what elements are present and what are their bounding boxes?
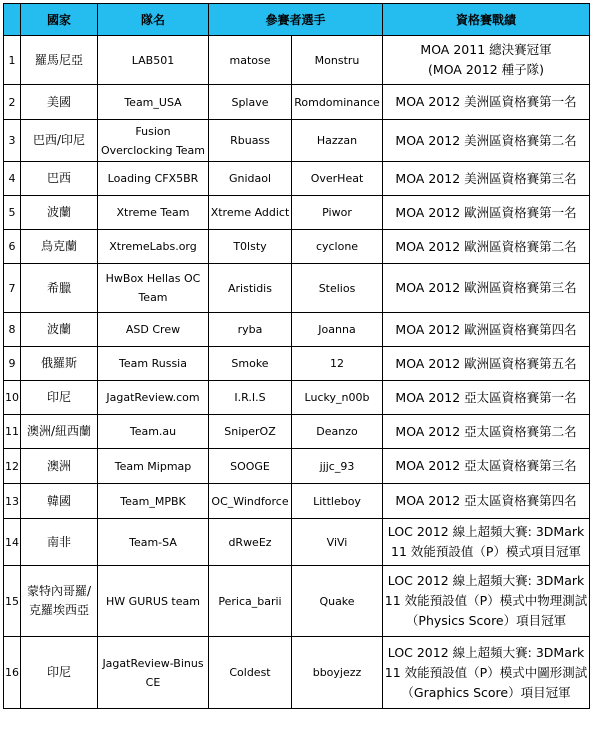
team-name-cell: Team.au xyxy=(98,415,209,449)
player-2-cell: Lucky_n00b xyxy=(292,381,383,415)
table-row xyxy=(4,347,590,381)
country-cell: 希臘 xyxy=(21,264,98,313)
table-row xyxy=(4,313,590,347)
player-2-cell: Romdominance xyxy=(292,85,383,120)
team-name-cell: ASD Crew xyxy=(98,313,209,347)
result-cell: MOA 2011 總決賽冠軍 (MOA 2012 種子隊) xyxy=(383,36,590,85)
player-1-cell: I.R.I.S xyxy=(209,381,292,415)
table-row xyxy=(4,85,590,120)
row-number: 12 xyxy=(4,449,21,484)
player-1-cell: Rbuass xyxy=(209,120,292,162)
team-name-cell: Team-SA xyxy=(98,519,209,566)
country-cell: 巴西/印尼 xyxy=(21,120,98,162)
player-2-cell: ViVi xyxy=(292,519,383,566)
table-row xyxy=(4,264,590,313)
player-1-cell: ryba xyxy=(209,313,292,347)
player-1-cell: Gnidaol xyxy=(209,162,292,196)
country-cell: 南非 xyxy=(21,519,98,566)
result-cell: MOA 2012 亞太區資格賽第三名 xyxy=(383,449,590,484)
player-1-cell: Aristidis xyxy=(209,264,292,313)
row-number: 11 xyxy=(4,415,21,449)
row-number: 14 xyxy=(4,519,21,566)
table-row xyxy=(4,449,590,484)
header-players: 參賽者選手 xyxy=(209,4,383,36)
player-2-cell: Stelios xyxy=(292,264,383,313)
team-name-cell: XtremeLabs.org xyxy=(98,230,209,264)
row-number: 15 xyxy=(4,566,21,637)
team-name-cell: LAB501 xyxy=(98,36,209,85)
result-cell: MOA 2012 歐洲區資格賽第二名 xyxy=(383,230,590,264)
player-1-cell: Splave xyxy=(209,85,292,120)
player-1-cell: Xtreme Addict xyxy=(209,196,292,230)
row-number: 6 xyxy=(4,230,21,264)
player-2-cell: Piwor xyxy=(292,196,383,230)
team-name-cell: Loading CFX5BR xyxy=(98,162,209,196)
result-cell: MOA 2012 美洲區資格賽第三名 xyxy=(383,162,590,196)
result-cell: LOC 2012 線上超頻大賽: 3DMark 11 效能預設值（P）模式項目冠軍 xyxy=(383,519,590,566)
header-country: 國家 xyxy=(21,4,98,36)
table-row xyxy=(4,381,590,415)
table-row xyxy=(4,519,590,566)
country-cell: 蒙特內哥羅/克羅埃西亞 xyxy=(21,566,98,637)
player-1-cell: dRweEz xyxy=(209,519,292,566)
row-number: 5 xyxy=(4,196,21,230)
player-2-cell: Joanna xyxy=(292,313,383,347)
result-cell: MOA 2012 亞太區資格賽第一名 xyxy=(383,381,590,415)
country-cell: 波蘭 xyxy=(21,313,98,347)
header-index xyxy=(4,4,21,36)
table-row xyxy=(4,484,590,519)
country-cell: 俄羅斯 xyxy=(21,347,98,381)
player-2-cell: cyclone xyxy=(292,230,383,264)
team-name-cell: Team Mipmap xyxy=(98,449,209,484)
row-number: 3 xyxy=(4,120,21,162)
result-cell: MOA 2012 亞太區資格賽第四名 xyxy=(383,484,590,519)
team-name-cell: Xtreme Team xyxy=(98,196,209,230)
country-cell: 韓國 xyxy=(21,484,98,519)
country-cell: 印尼 xyxy=(21,637,98,709)
country-cell: 美國 xyxy=(21,85,98,120)
row-number: 16 xyxy=(4,637,21,709)
result-cell: LOC 2012 線上超頻大賽: 3DMark 11 效能預設值（P）模式中圖形測試（Graphics Score）項目冠軍 xyxy=(383,637,590,709)
player-1-cell: SniperOZ xyxy=(209,415,292,449)
country-cell: 印尼 xyxy=(21,381,98,415)
table-row xyxy=(4,196,590,230)
table-row xyxy=(4,120,590,162)
player-1-cell: Coldest xyxy=(209,637,292,709)
team-name-cell: HW GURUS team xyxy=(98,566,209,637)
player-1-cell: Perica_barii xyxy=(209,566,292,637)
player-2-cell: Quake xyxy=(292,566,383,637)
country-cell: 巴西 xyxy=(21,162,98,196)
table-row xyxy=(4,162,590,196)
results-table-wrapper xyxy=(3,3,590,709)
row-number: 10 xyxy=(4,381,21,415)
row-number: 13 xyxy=(4,484,21,519)
row-number: 1 xyxy=(4,36,21,85)
player-1-cell: Smoke xyxy=(209,347,292,381)
result-cell: MOA 2012 歐洲區資格賽第五名 xyxy=(383,347,590,381)
table-row xyxy=(4,566,590,637)
player-1-cell: matose xyxy=(209,36,292,85)
row-number: 9 xyxy=(4,347,21,381)
qualified-teams-table xyxy=(3,3,590,709)
player-1-cell: SOOGE xyxy=(209,449,292,484)
row-number: 2 xyxy=(4,85,21,120)
table-row xyxy=(4,36,590,85)
player-2-cell: OverHeat xyxy=(292,162,383,196)
result-cell: MOA 2012 歐洲區資格賽第四名 xyxy=(383,313,590,347)
team-name-cell: Team_USA xyxy=(98,85,209,120)
team-name-cell: JagatReview-Binus CE xyxy=(98,637,209,709)
row-number: 8 xyxy=(4,313,21,347)
header-team: 隊名 xyxy=(98,4,209,36)
team-name-cell: Fusion Overclocking Team xyxy=(98,120,209,162)
result-cell: MOA 2012 歐洲區資格賽第三名 xyxy=(383,264,590,313)
player-2-cell: bboyjezz xyxy=(292,637,383,709)
header-row xyxy=(4,4,590,36)
player-2-cell: Hazzan xyxy=(292,120,383,162)
row-number: 4 xyxy=(4,162,21,196)
table-row xyxy=(4,415,590,449)
result-cell: LOC 2012 線上超頻大賽: 3DMark 11 效能預設值（P）模式中物理測試（Physics Score）項目冠軍 xyxy=(383,566,590,637)
player-2-cell: 12 xyxy=(292,347,383,381)
country-cell: 烏克蘭 xyxy=(21,230,98,264)
player-1-cell: OC_Windforce xyxy=(209,484,292,519)
table-row xyxy=(4,637,590,709)
country-cell: 澳洲 xyxy=(21,449,98,484)
team-name-cell: Team_MPBK xyxy=(98,484,209,519)
result-cell: MOA 2012 美洲區資格賽第二名 xyxy=(383,120,590,162)
player-2-cell: Monstru xyxy=(292,36,383,85)
player-1-cell: T0lsty xyxy=(209,230,292,264)
country-cell: 澳洲/紐西蘭 xyxy=(21,415,98,449)
team-name-cell: Team Russia xyxy=(98,347,209,381)
header-result: 資格賽戰績 xyxy=(383,4,590,36)
player-2-cell: jjjc_93 xyxy=(292,449,383,484)
result-cell: MOA 2012 歐洲區資格賽第一名 xyxy=(383,196,590,230)
row-number: 7 xyxy=(4,264,21,313)
country-cell: 羅馬尼亞 xyxy=(21,36,98,85)
table-row xyxy=(4,230,590,264)
result-cell: MOA 2012 美洲區資格賽第一名 xyxy=(383,85,590,120)
player-2-cell: Deanzo xyxy=(292,415,383,449)
result-cell: MOA 2012 亞太區資格賽第二名 xyxy=(383,415,590,449)
country-cell: 波蘭 xyxy=(21,196,98,230)
team-name-cell: HwBox Hellas OC Team xyxy=(98,264,209,313)
player-2-cell: Littleboy xyxy=(292,484,383,519)
team-name-cell: JagatReview.com xyxy=(98,381,209,415)
